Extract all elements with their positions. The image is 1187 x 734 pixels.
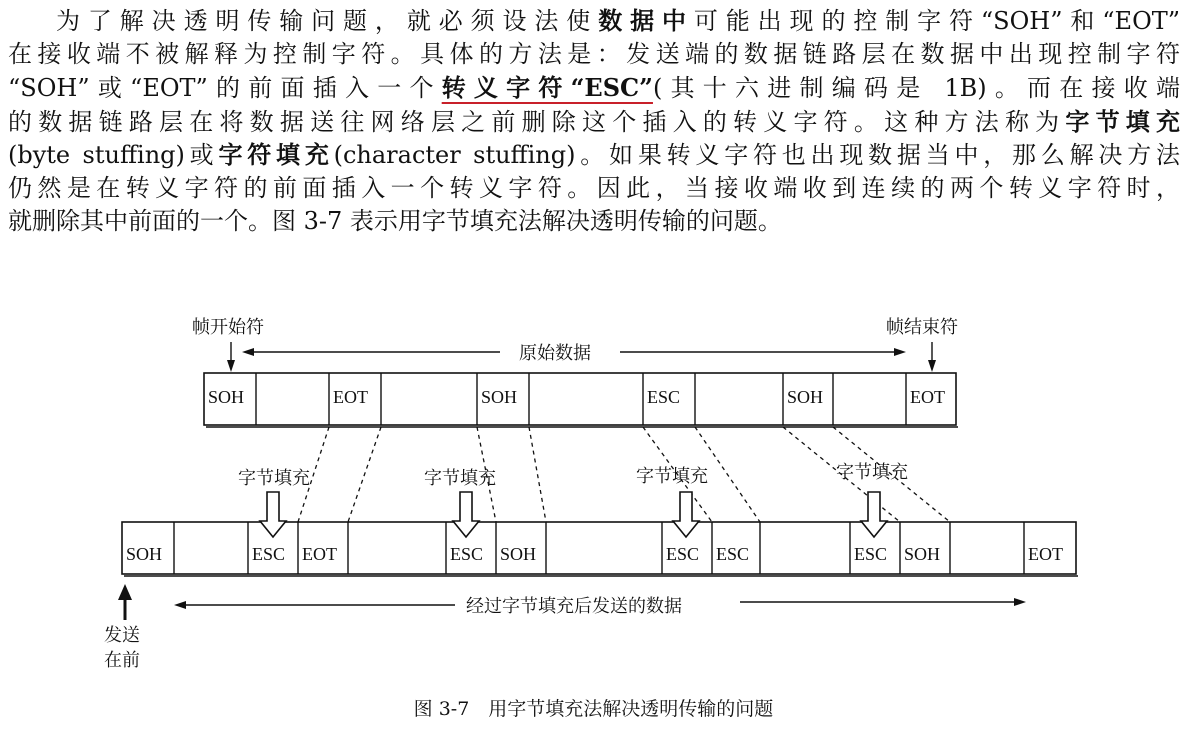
bottom-cell-esc: ESC [450, 544, 484, 564]
original-data-left-arrow-icon [242, 348, 254, 356]
paragraph-text: 为了解决透明传输问题，就必须设法使 [56, 7, 599, 35]
bottom-cell-esc: ESC [854, 544, 888, 564]
send-first-up-arrow-icon [118, 584, 132, 600]
bottom-cell-soh: SOH [904, 544, 941, 564]
bottom-cell-esc: ESC [716, 544, 750, 564]
frame-start-label: 帧开始符 [192, 317, 264, 338]
stuffed-data-right-arrow-icon [1014, 598, 1026, 606]
emphasis-text: 字符填充 [218, 140, 334, 169]
mapping-dashed-line [348, 427, 381, 522]
bottom-cell-esc: ESC [252, 544, 286, 564]
byte-stuffing-label: 字节填充 [636, 466, 708, 487]
paragraph-text: 可能出现的控制字符“SOH”和“EOT” [693, 7, 1180, 35]
bottom-cell-eot: EOT [1028, 544, 1063, 564]
bottom-cell-soh: SOH [500, 544, 537, 564]
frame-end-arrow-icon [928, 360, 936, 372]
bottom-cell-esc: ESC [666, 544, 700, 564]
paragraph-text: (其十六进制编码是 1B)。而在接收端 [652, 74, 1180, 102]
emphasis-text: 转义字符“ESC” [441, 73, 653, 102]
paragraph-text: (byte stuffing)或 [8, 141, 219, 169]
frame-start-arrow-icon [227, 360, 235, 372]
paragraph-text: 就删除其中前面的一个。图 3-7 表示用字节填充法解决透明传输的问题。 [8, 207, 782, 235]
bottom-cell-soh: SOH [126, 544, 163, 564]
paragraph-text: (character stuffing)。如果转义字符也出现数据当中，那么解决方法 [333, 141, 1180, 169]
figure-caption: 图 3-7 用字节填充法解决透明传输的问题 [413, 698, 774, 720]
original-data-label: 原始数据 [519, 343, 591, 364]
stuffing-down-arrow-icon [453, 492, 479, 537]
top-cell-eot: EOT [910, 387, 945, 407]
stuffed-data-left-arrow-icon [174, 601, 186, 609]
stuffing-down-arrow-icon [861, 492, 887, 537]
top-frame-outline [204, 373, 956, 425]
byte-stuffing-label: 字节填充 [238, 468, 310, 489]
stuffed-data-label: 经过字节填充后发送的数据 [466, 596, 682, 617]
stuffing-down-arrow-icon [260, 492, 286, 537]
paragraph-text: 的数据链路层在将数据送往网络层之前删除这个插入的转义字符。这种方法称为 [8, 107, 1066, 136]
bottom-cell-eot: EOT [302, 544, 337, 564]
frame-end-label: 帧结束符 [886, 317, 958, 338]
top-cell-soh: SOH [787, 387, 824, 407]
top-cell-soh: SOH [481, 387, 518, 407]
send-first-label: 在前 [104, 650, 140, 671]
byte-stuffing-label: 字节填充 [424, 468, 496, 489]
original-data-right-arrow-icon [894, 348, 906, 356]
send-first-label: 发送 [104, 625, 140, 646]
paragraph-text: 在接收端不被解释为控制字符。具体的方法是：发送端的数据链路层在数据中出现控制字符 [8, 39, 1180, 68]
paragraph-text: 仍然是在转义字符的前面插入一个转义字符。因此，当接收端收到连续的两个转义字符时， [8, 173, 1180, 202]
paragraph-text: “SOH”或“EOT”的前面插入一个 [8, 74, 442, 102]
top-cell-esc: ESC [647, 387, 681, 407]
top-cell-eot: EOT [333, 387, 368, 407]
top-cell-soh: SOH [208, 387, 245, 407]
emphasis-text: 数据中 [598, 6, 694, 35]
mapping-dashed-line [529, 427, 546, 522]
emphasis-text: 字节填充 [1065, 106, 1180, 136]
byte-stuffing-label: 字节填充 [836, 462, 908, 483]
